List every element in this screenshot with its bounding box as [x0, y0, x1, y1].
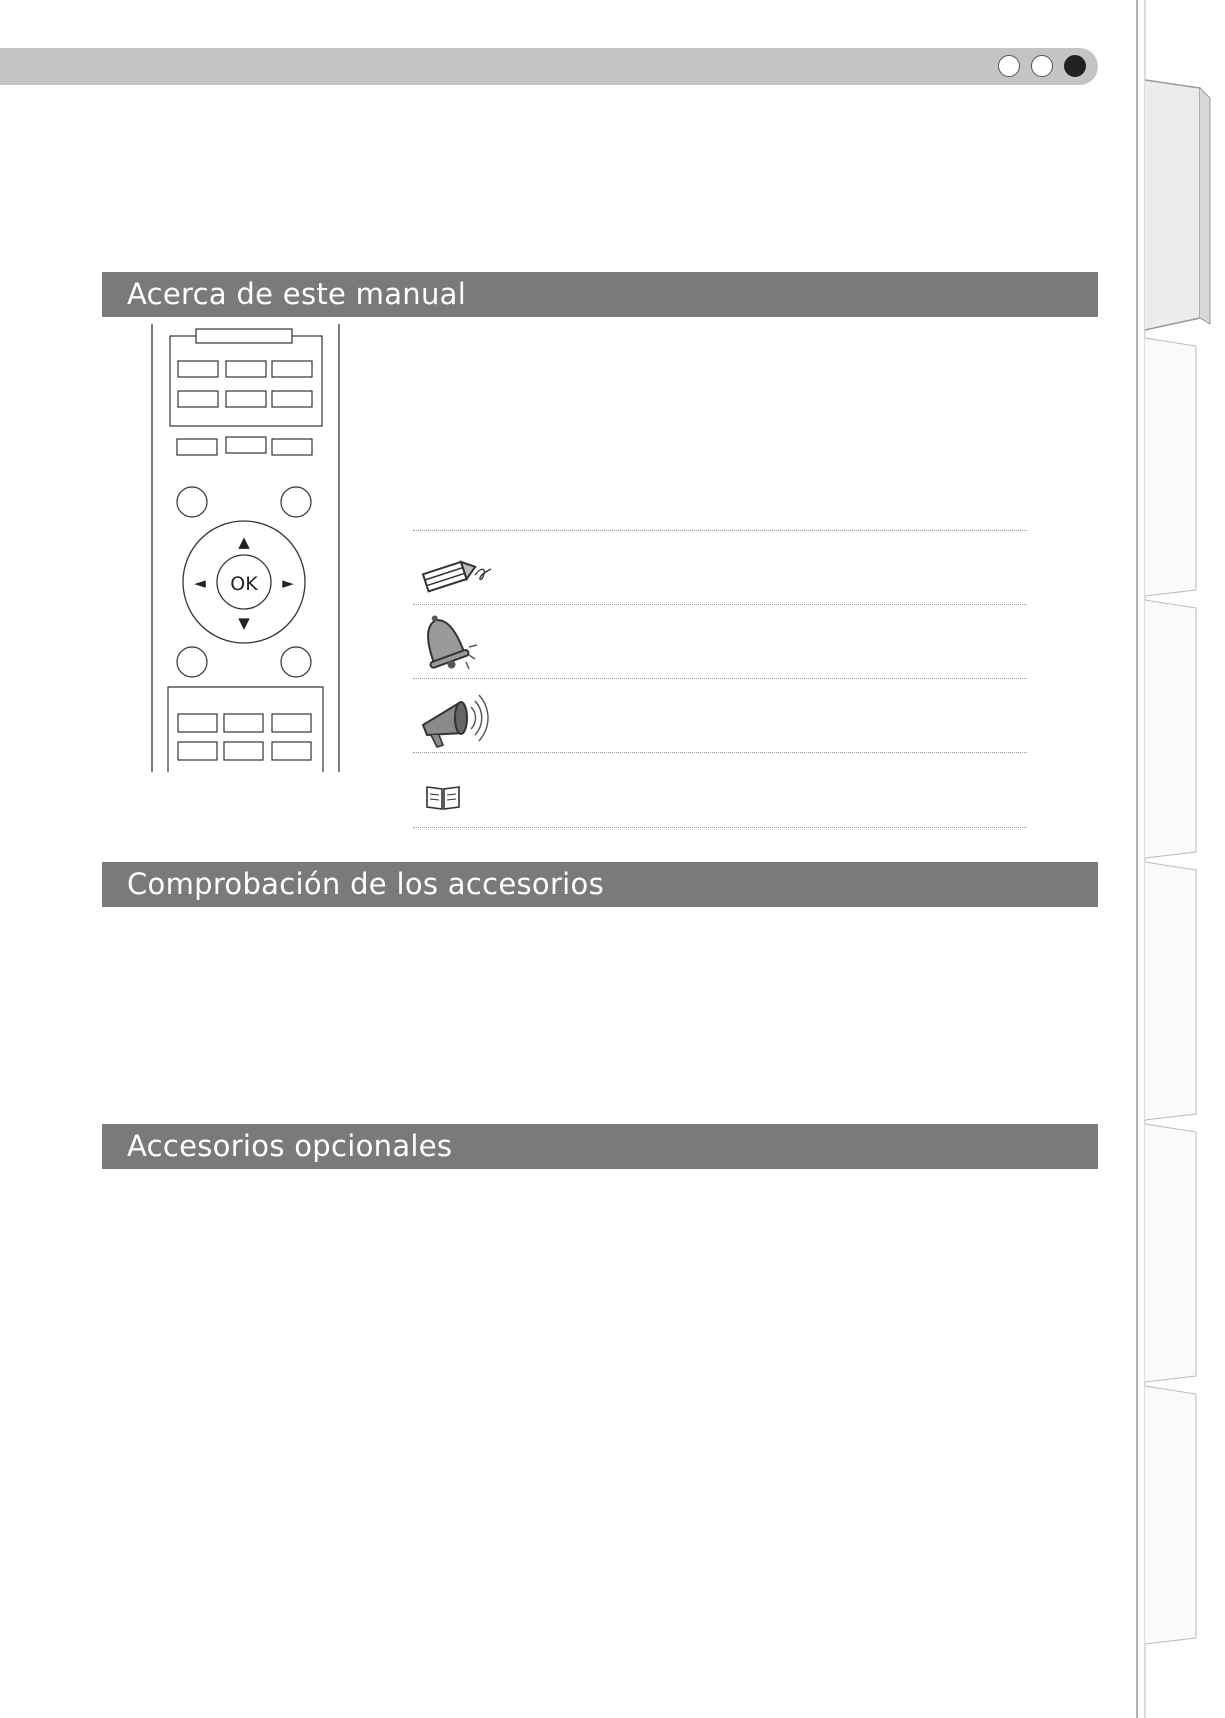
symbol-legend — [413, 530, 1027, 830]
arrow-left-icon: ◄ — [194, 574, 206, 592]
top-bar — [0, 48, 1098, 85]
arrow-down-icon: ▼ — [238, 614, 250, 632]
legend-row-memo — [413, 530, 1027, 605]
ok-button-label: OK — [230, 573, 258, 595]
section-header-accessories-check: Comprobación de los accesorios — [102, 862, 1098, 907]
arrow-right-icon: ► — [282, 574, 294, 592]
arrow-up-icon: ▲ — [238, 533, 250, 551]
book-reference-icon — [423, 779, 463, 819]
chapter-progress-dots — [998, 55, 1086, 77]
progress-dot-empty-icon — [998, 55, 1020, 77]
megaphone-tip-icon — [417, 685, 491, 749]
section-header-optional-accessories: Accesorios opcionales — [102, 1124, 1098, 1169]
legend-row-tip — [413, 678, 1027, 753]
legend-row-caution — [413, 604, 1027, 679]
bell-caution-icon — [417, 611, 487, 675]
chapter-side-tabs — [1136, 0, 1225, 1718]
progress-dot-empty-icon — [1031, 55, 1053, 77]
remote-control-illustration — [146, 324, 346, 772]
progress-dot-filled-icon — [1064, 55, 1086, 77]
section-header-about-manual: Acerca de este manual — [102, 272, 1098, 317]
legend-row-reference — [413, 752, 1027, 828]
pencil-memo-icon — [417, 537, 495, 597]
